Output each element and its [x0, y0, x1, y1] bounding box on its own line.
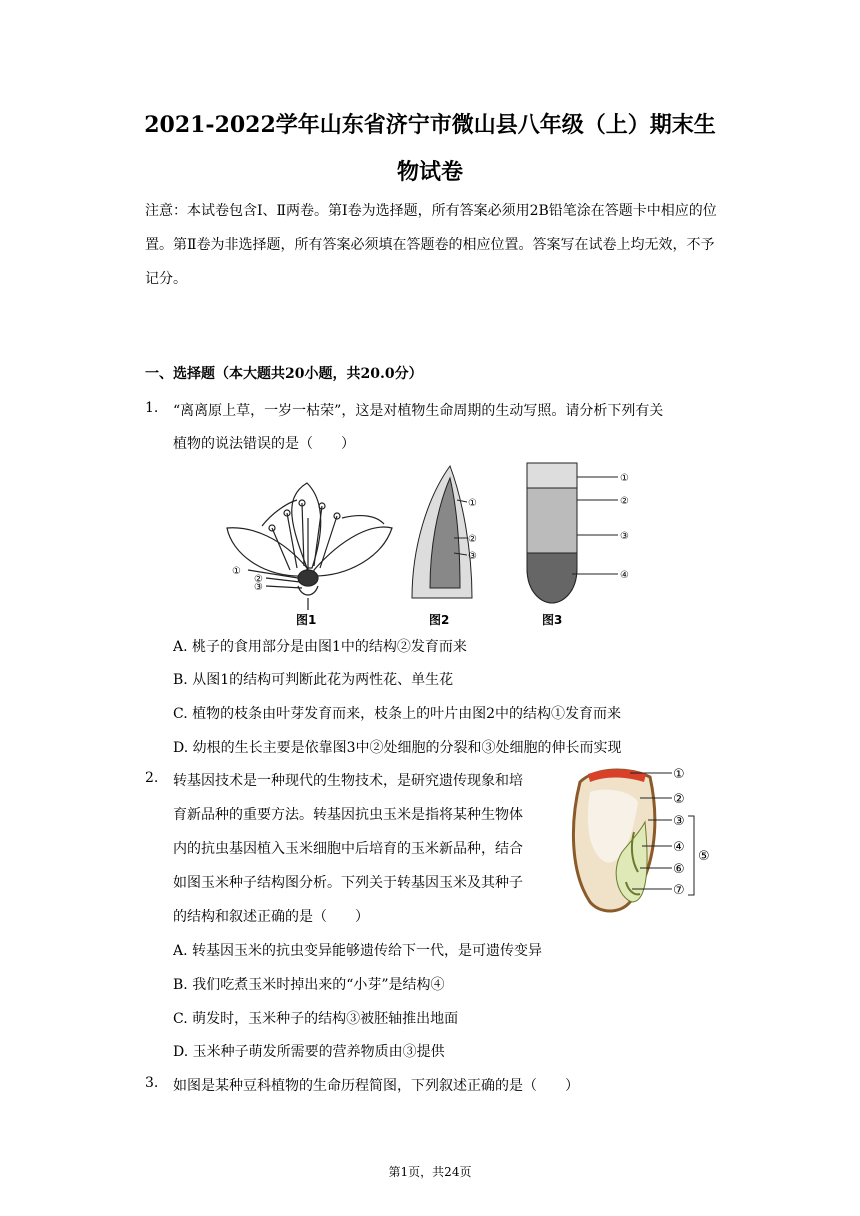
q3-stem: 如图是某种豆科植物的生命历程简图，下列叙述正确的是（ ）	[173, 1078, 579, 1094]
page-footer: 第1页，共24页	[388, 1165, 472, 1179]
fig1-mark-3: ③	[254, 582, 263, 593]
q2-option-c: C. 萌发时，玉米种子的结构③被胚轴推出地面	[173, 1011, 459, 1027]
page-title-line1: 2021-2022学年山东省济宁市微山县八年级（上）期末生	[144, 112, 716, 138]
fig2-mark-2: ②	[468, 534, 477, 545]
q1-option-b: B. 从图1的结构可判断此花为两性花、单生花	[173, 672, 454, 688]
fig1-label: 图1	[296, 613, 317, 627]
corn-mark-7: ⑦	[673, 883, 685, 898]
corn-mark-1: ①	[673, 767, 685, 782]
q1-option-d: D. 幼根的生长主要是依靠图3中②处细胞的分裂和③处细胞的伸长而实现	[173, 740, 622, 756]
q2-stem-line1: 转基因技术是一种现代的生物技术，是研究遗传现象和培	[173, 773, 523, 789]
q1-option-c: C. 植物的枝条由叶芽发育而来，枝条上的叶片由图2中的结构①发育而来	[173, 706, 622, 722]
q2-option-d: D. 玉米种子萌发所需要的营养物质由③提供	[173, 1044, 445, 1060]
fig3-mark-3: ③	[620, 531, 629, 542]
corn-mark-6: ⑥	[673, 862, 685, 877]
flower-diagram	[227, 483, 392, 610]
fig3-mark-4: ④	[620, 570, 629, 581]
corn-seed-figure	[560, 762, 720, 922]
q2-option-a: A. 转基因玉米的抗虫变异能够遗传给下一代，是可遗传变异	[173, 943, 543, 959]
notice-text: 注意：本试卷包含Ⅰ、Ⅱ两卷。第Ⅰ卷为选择题，所有答案必须用2B铅笔涂在答题卡中相应的位置。第Ⅱ卷为非选择题，所有答案必须填在答题卷的相应位置。答案写在试卷上均无效，不予记分。	[145, 203, 717, 287]
corn-mark-5: ⑤	[698, 849, 710, 864]
section-header: 一、选择题（本大题共20小题，共20.0分）	[145, 366, 423, 382]
q2-stem-line3: 内的抗虫基因植入玉米细胞中后培育的玉米新品种，结合	[173, 841, 523, 857]
q1-stem-line1: “离离原上草，一岁一枯荣”，这是对植物生命周期的生动写照。请分析下列有关	[173, 403, 664, 419]
q1-figure	[222, 458, 642, 628]
q3-number: 3.	[145, 1075, 159, 1091]
bud-diagram	[412, 466, 472, 598]
q2-number: 2.	[145, 770, 159, 786]
corn-mark-2: ②	[673, 792, 685, 807]
page-title-line2: 物试卷	[396, 159, 463, 185]
fig3-mark-2: ②	[620, 496, 629, 507]
fig2-label: 图2	[429, 613, 450, 627]
root-tip-diagram	[527, 463, 618, 603]
q1-number: 1.	[145, 400, 159, 416]
q2-option-b: B. 我们吃煮玉米时掉出来的“小芽”是结构④	[173, 977, 445, 993]
fig3-label: 图3	[542, 613, 563, 627]
q2-stem-line4: 如图玉米种子结构图分析。下列关于转基因玉米及其种子	[173, 875, 523, 891]
q1-stem-line2: 植物的说法错误的是（ ）	[173, 436, 355, 452]
q2-stem-line5: 的结构和叙述正确的是（ ）	[173, 909, 369, 925]
fig3-mark-1: ①	[620, 473, 629, 484]
fig1-mark-1: ①	[232, 566, 241, 577]
q1-option-a: A. 桃子的食用部分是由图1中的结构②发育而来	[173, 639, 467, 655]
q2-stem-line2: 育新品种的重要方法。转基因抗虫玉米是指将某种生物体	[173, 807, 523, 823]
fig2-mark-1: ①	[468, 498, 477, 509]
fig2-mark-3: ③	[468, 551, 477, 562]
fig1-mark-2: ②	[254, 574, 263, 585]
corn-mark-4: ④	[673, 840, 685, 855]
corn-mark-3: ③	[673, 814, 685, 829]
